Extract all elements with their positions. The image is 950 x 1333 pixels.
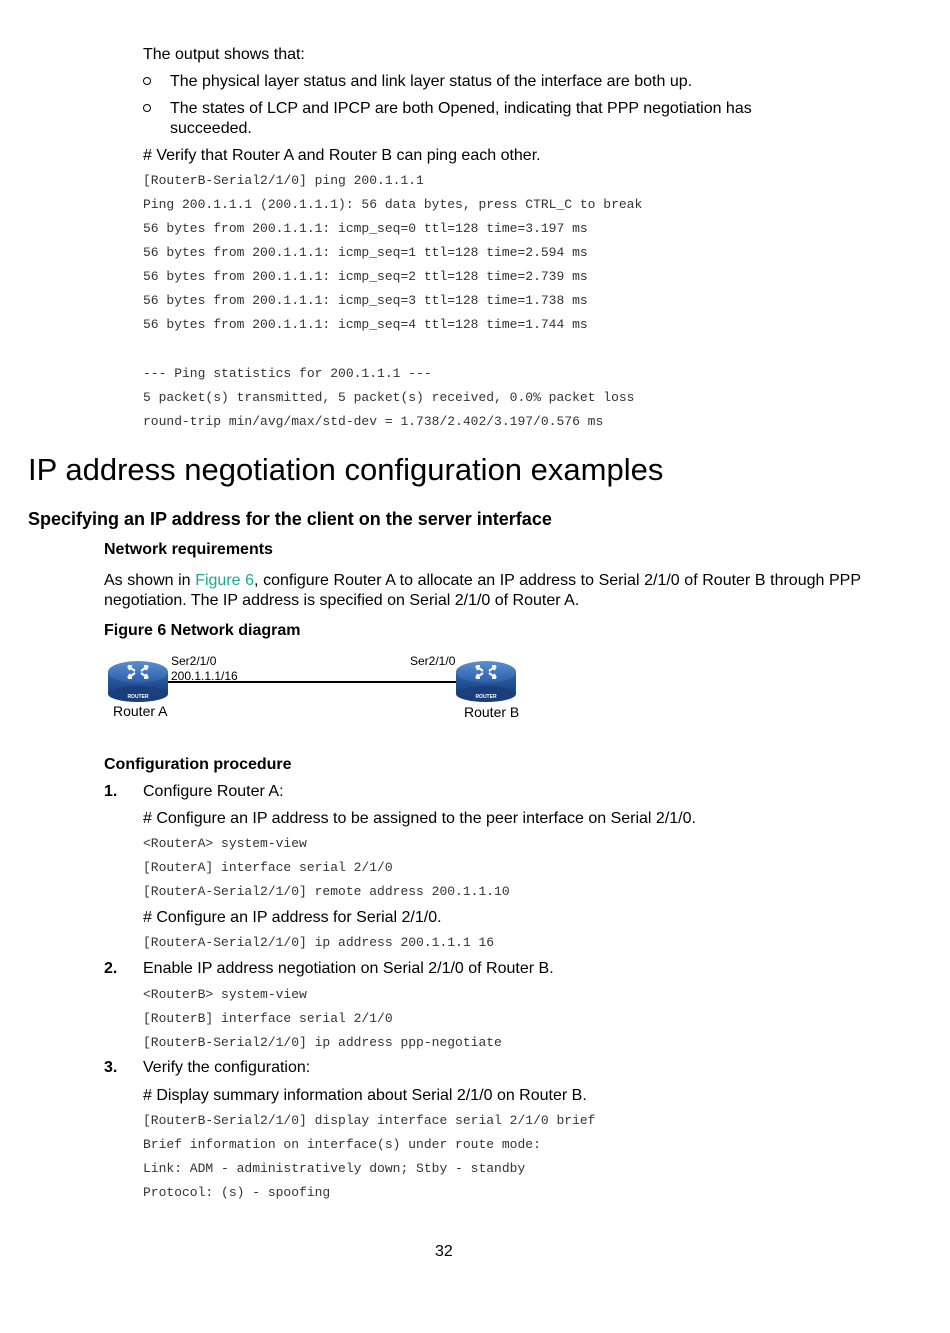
bullet-marker (143, 77, 151, 85)
router-a-interface-label: Ser2/1/0 (171, 654, 217, 668)
code-line: 56 bytes from 200.1.1.1: icmp_seq=3 ttl=128 time=1.738 ms (143, 293, 588, 308)
bullet-item-1: The physical layer status and link layer status of the interface are both up. (170, 73, 693, 90)
code-line: [RouterB-Serial2/1/0] ping 200.1.1.1 (143, 173, 424, 188)
section-title: IP address negotiation configuration examples (28, 452, 664, 487)
code-line: <RouterA> system-view (143, 836, 307, 851)
configuration-procedure-heading: Configuration procedure (104, 756, 292, 773)
bullet-marker (143, 104, 151, 112)
network-requirements-heading: Network requirements (104, 541, 273, 558)
code-line: round-trip min/avg/max/std-dev = 1.738/2.402/3.197/0.576 ms (143, 414, 604, 429)
router-b-interface-label: Ser2/1/0 (410, 654, 456, 668)
code-line: 56 bytes from 200.1.1.1: icmp_seq=4 ttl=128 time=1.744 ms (143, 317, 588, 332)
router-a-ip-label: 200.1.1.1/16 (171, 669, 238, 683)
step-number: 1. (104, 783, 118, 800)
step-number: 2. (104, 960, 118, 977)
bullet-item-2-cont: succeeded. (170, 120, 252, 137)
code-line: [RouterA] interface serial 2/1/0 (143, 860, 393, 875)
step-1-note-2: # Configure an IP address for Serial 2/1/0. (143, 909, 442, 926)
code-line: 56 bytes from 200.1.1.1: icmp_seq=0 ttl=128 time=3.197 ms (143, 221, 588, 236)
code-line: Brief information on interface(s) under route mode: (143, 1137, 541, 1152)
subsection-title: Specifying an IP address for the client on the server interface (28, 509, 552, 529)
code-line: [RouterA-Serial2/1/0] ip address 200.1.1.1 16 (143, 935, 495, 950)
router-badge-text: ROUTER (127, 694, 149, 700)
router-a-icon (108, 661, 168, 702)
code-line: Link: ADM - administratively down; Stby - standby (143, 1161, 526, 1176)
step-3-title: Verify the configuration: (143, 1059, 311, 1076)
code-line: Protocol: (s) - spoofing (143, 1185, 331, 1200)
step-number: 3. (104, 1059, 118, 1076)
code-line: [RouterB-Serial2/1/0] ip address ppp-negotiate (143, 1035, 502, 1050)
code-line: [RouterA-Serial2/1/0] remote address 200.1.1.10 (143, 884, 510, 899)
code-line: --- Ping statistics for 200.1.1.1 --- (143, 366, 432, 381)
router-b-label: Router B (464, 704, 520, 720)
step-2-title: Enable IP address negotiation on Serial 2/1/0 of Router B. (143, 960, 554, 977)
code-line: [RouterB] interface serial 2/1/0 (143, 1011, 393, 1026)
code-line: Ping 200.1.1.1 (200.1.1.1): 56 data bytes, press CTRL_C to break (143, 197, 643, 212)
code-line: <RouterB> system-view (143, 987, 307, 1002)
bullet-item-2: The states of LCP and IPCP are both Opened, indicating that PPP negotiation has (170, 100, 752, 117)
step-3-note: # Display summary information about Serial 2/1/0 on Router B. (143, 1087, 587, 1104)
verify-ping-note: # Verify that Router A and Router B can ping each other. (143, 147, 541, 164)
step-1-note: # Configure an IP address to be assigned to the peer interface on Serial 2/1/0. (143, 810, 696, 827)
router-badge-text: ROUTER (475, 694, 497, 700)
router-a-label: Router A (113, 703, 168, 719)
page-number: 32 (435, 1243, 453, 1260)
output-shows-text: The output shows that: (143, 46, 305, 63)
code-line: [RouterB-Serial2/1/0] display interface serial 2/1/0 brief (143, 1113, 596, 1128)
paragraph-text: As shown in (104, 572, 191, 589)
network-requirements-paragraph (104, 571, 861, 611)
code-line: 56 bytes from 200.1.1.1: icmp_seq=1 ttl=128 time=2.594 ms (143, 245, 588, 260)
router-b-icon (456, 661, 516, 702)
code-line: 5 packet(s) transmitted, 5 packet(s) received, 0.0% packet loss (143, 390, 635, 405)
figure-caption: Figure 6 Network diagram (104, 622, 301, 639)
paragraph-text: , configure Router A to allocate an IP address to Serial 2/1/0 of Router B through PPP negotiation. The IP address is specified on Serial 2/1/0 of Router A. (104, 572, 862, 609)
step-1-title: Configure Router A: (143, 783, 284, 800)
figure-6-link[interactable]: Figure 6 (195, 572, 255, 589)
code-line: 56 bytes from 200.1.1.1: icmp_seq=2 ttl=128 time=2.739 ms (143, 269, 588, 284)
